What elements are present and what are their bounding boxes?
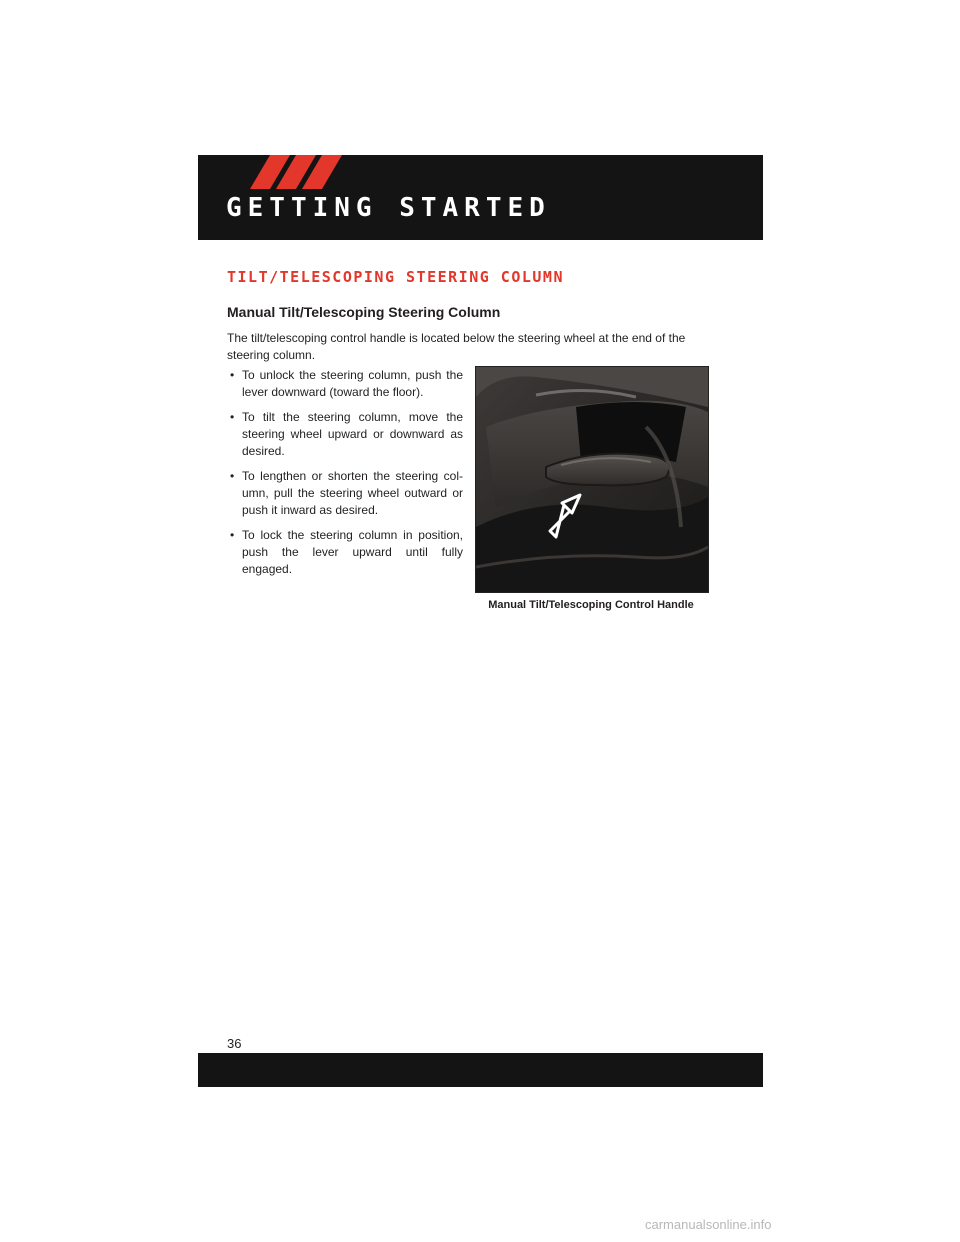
intro-paragraph: The tilt/telescoping control handle is located below the steering wheel at the end of the steering column.	[227, 331, 686, 362]
instruction-list	[227, 367, 463, 586]
list-item-text: To lengthen or shorten the steering col-umn, pull the steering wheel outward or push it inward as desired.	[242, 469, 463, 517]
list-item-text: To lock the steering column in position, push the lever upward until fully engaged.	[242, 528, 463, 576]
section-header-bar	[198, 155, 763, 240]
sub-heading: Manual Tilt/Telescoping Steering Column	[227, 304, 501, 320]
list-item	[227, 409, 463, 460]
list-item	[227, 367, 463, 401]
list-item	[227, 527, 463, 578]
steering-column-photo	[475, 366, 709, 593]
brand-stripes-icon	[250, 155, 345, 189]
page-heading: TILT/TELESCOPING STEERING COLUMN	[227, 268, 564, 286]
bullet-icon: •	[230, 528, 235, 542]
footer-bar	[198, 1053, 763, 1087]
bullet-icon: •	[230, 410, 235, 424]
bullet-icon: •	[230, 368, 235, 382]
bullet-icon: •	[230, 469, 235, 483]
section-title: GETTING STARTED	[226, 193, 551, 223]
list-item-text: To unlock the steering column, push the lever downward (toward the floor).	[242, 368, 463, 399]
watermark-text: carmanualsonline.info	[645, 1217, 772, 1232]
list-item-text: To tilt the steering column, move the steering wheel upward or downward as desired.	[242, 410, 463, 458]
figure-caption: Manual Tilt/Telescoping Control Handle	[488, 599, 694, 611]
page-number: 36	[227, 1036, 242, 1051]
control-handle-illustration	[476, 367, 708, 592]
list-item	[227, 468, 463, 519]
